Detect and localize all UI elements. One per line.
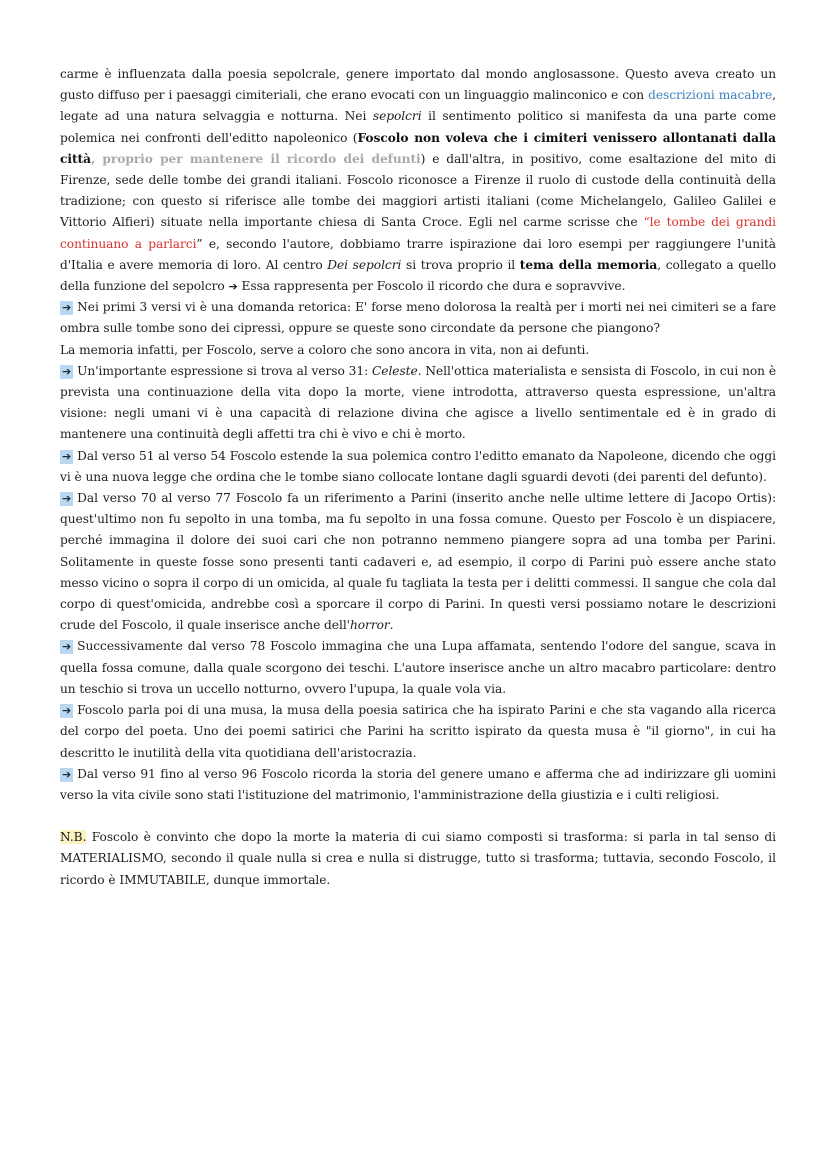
bullet-paragraph-5 <box>60 636 776 700</box>
bold-text: Foscolo non voleva che i cimiteri venissero allontanati dalla città <box>60 130 776 166</box>
arrow-icon: ➔ <box>62 449 72 463</box>
intro-text: ) e dall'altra, in positivo, come esaltazione del mito di Firenze, sede delle tombe dei grandi italiani. Foscolo riconosce a Firenze il ruolo di custode della continuità della tradizione; con questo si riferisce alle tombe dei maggiori artisti italiani (come Michelangelo, Galileo Galilei e Vittorio Alfieri) situate nella importante chiesa di Santa Croce. Egli nel carme scrisse che <box>60 151 777 230</box>
arrow-icon: ➔ <box>62 704 72 718</box>
paragraph-text: Foscolo è convinto che dopo la morte la materia di cui siamo composti si trasforma: si parla in tal senso di MATERIALISMO, secondo il quale nulla si crea e nulla si distrugge, tutto si trasforma; tuttavia, secondo Foscolo, il ricordo è IMMUTABILE, dunque immortale. <box>60 830 776 887</box>
bullet-paragraph-4 <box>60 488 776 636</box>
highlight-blue-text: descrizioni macabre <box>648 88 773 103</box>
spacer <box>60 806 776 827</box>
intro-text: Essa rappresenta per Foscolo il ricordo che dura e sopravvive. <box>237 279 626 294</box>
intro-text: ” e, secondo l'autore, dobbiamo trarre ispirazione dai loro esempi per raggiungere l'unità d'Italia e avere memoria di loro. Al centro <box>60 236 776 272</box>
paragraph-text: Dal verso 51 al verso 54 Foscolo estende la sua polemica contro l'editto emanato da Napoleone, dicendo che oggi vi è una nuova legge che ordina che le tombe siano collocate lontane dagli sguardi devoti (dei parenti del defunto). <box>60 448 776 484</box>
document-page <box>60 64 776 891</box>
arrow-icon: ➔ <box>62 640 72 654</box>
intro-text: si trova proprio il <box>401 257 520 272</box>
paragraph-text: Un'importante espressione si trova al verso 31: <box>77 363 373 378</box>
bold-text: tema della memoria <box>519 257 658 272</box>
italic-text: horror <box>349 618 390 633</box>
arrow-icon: ➔ <box>62 767 72 781</box>
arrow-icon: ➔ <box>62 492 72 506</box>
red-quote-text: “le tombe dei grandi continuano a parlarci <box>60 215 776 251</box>
paragraph-text: Dal verso 70 al verso 77 Foscolo fa un riferimento a Parini (inserito anche nelle ultime lettere di Jacopo Ortis): quest'ultimo non fu sepolto in una tomba, ma fu sepolto in una fossa comune. Questo per Foscolo è un dispiacere, perché immagina il dolore dei suoi cari che non potranno nemmeno piangere sopra ad una tomba per Parini. Solitamente in queste fosse sono presenti tanti cadaveri e, ad esempio, il corpo di Parini può essere anche stato messo vicino o sopra il corpo di un omicida, al quale fu tagliata la testa per i delitti commessi. Il sangue che cola dal corpo di quest'omicida, andrebbe così a sporcare il corpo di Parini. In questi versi possiamo notare le descrizioni crude del Foscolo, il quale inserisce anche dell' <box>60 491 776 633</box>
paragraph-text: . <box>389 618 394 633</box>
bullet-paragraph-3 <box>60 446 776 488</box>
paragraph-text: Successivamente dal verso 78 Foscolo immagina che una Lupa affamata, sentendo l'odore del sangue, scava in quella fossa comune, dalla quale scorgono dei teschi. L'autore inserisce anche un altro macabro particolare: dentro un teschio si trova un uccello notturno, ovvero l'upupa, la quale vola via. <box>60 639 776 696</box>
intro-text: carme è influenzata dalla poesia sepolcrale, genere importato dal mondo anglosassone. Questo aveva creato un gusto diffuso per i paesaggi cimiteriali, che erano evocati con un linguaggio malinconico e con <box>60 67 776 103</box>
bullet-paragraph-6 <box>60 700 776 764</box>
grey-bold-text: , proprio per mantenere il ricordo dei defunti <box>90 151 421 166</box>
italic-text: Celeste <box>372 363 418 378</box>
nb-label: N.B. <box>60 830 87 845</box>
bullet-paragraph-1 <box>60 297 776 361</box>
paragraph-text: La memoria infatti, per Foscolo, serve a coloro che sono ancora in vita, non ai defunti. <box>60 342 590 357</box>
arrow-icon: ➔ <box>228 280 238 294</box>
arrow-icon: ➔ <box>62 364 72 378</box>
paragraph-text: Dal verso 91 fino al verso 96 Foscolo ricorda la storia del genere umano e afferma che ad indirizzare gli uomini verso la vita civile sono stati l'istituzione del matrimonio, l'amministrazione della giustizia e i culti religiosi. <box>60 766 776 802</box>
nb-paragraph <box>60 827 776 891</box>
intro-text: , collegato a quello della funzione del sepolcro <box>60 257 776 294</box>
italic-text: Dei sepolcri <box>327 257 402 272</box>
intro-paragraph <box>60 64 776 297</box>
bullet-paragraph-7 <box>60 764 776 806</box>
italic-text: sepolcri <box>372 109 422 124</box>
paragraph-text: Nei primi 3 versi vi è una domanda retorica: E' forse meno dolorosa la realtà per i morti nei nei cimiteri se a fare ombra sulle tombe sono dei cipressi, oppure se queste sono circondate da persone che piangono? <box>60 300 776 336</box>
intro-text: il sentimento politico si manifesta da una parte come polemica nei confronti dell'editto napoleonico ( <box>60 109 777 145</box>
bullet-paragraph-2 <box>60 361 776 446</box>
arrow-icon: ➔ <box>62 301 72 315</box>
paragraph-text: . Nell'ottica materialista e sensista di Foscolo, in cui non è prevista una continuazione della vita dopo la morte, viene introdotta, attraverso questa espressione, un'altra visione: negli umani vi è una capacità di relazione divina che agisce a livello sentimentale ed è in grado di mantenere una continuità degli affetti tra chi è vivo e chi è morto. <box>60 363 776 442</box>
intro-text: , legate ad una natura selvaggia e notturna. Nei <box>60 88 776 124</box>
paragraph-text: Foscolo parla poi di una musa, la musa della poesia satirica che ha ispirato Parini e che sta vagando alla ricerca del corpo del poeta. Uno dei poemi satirici che Parini ha scritto ispirato da questa musa è "il giorno", in cui ha descritto le inutilità della vita quotidiana dell'aristocrazia. <box>60 703 776 760</box>
